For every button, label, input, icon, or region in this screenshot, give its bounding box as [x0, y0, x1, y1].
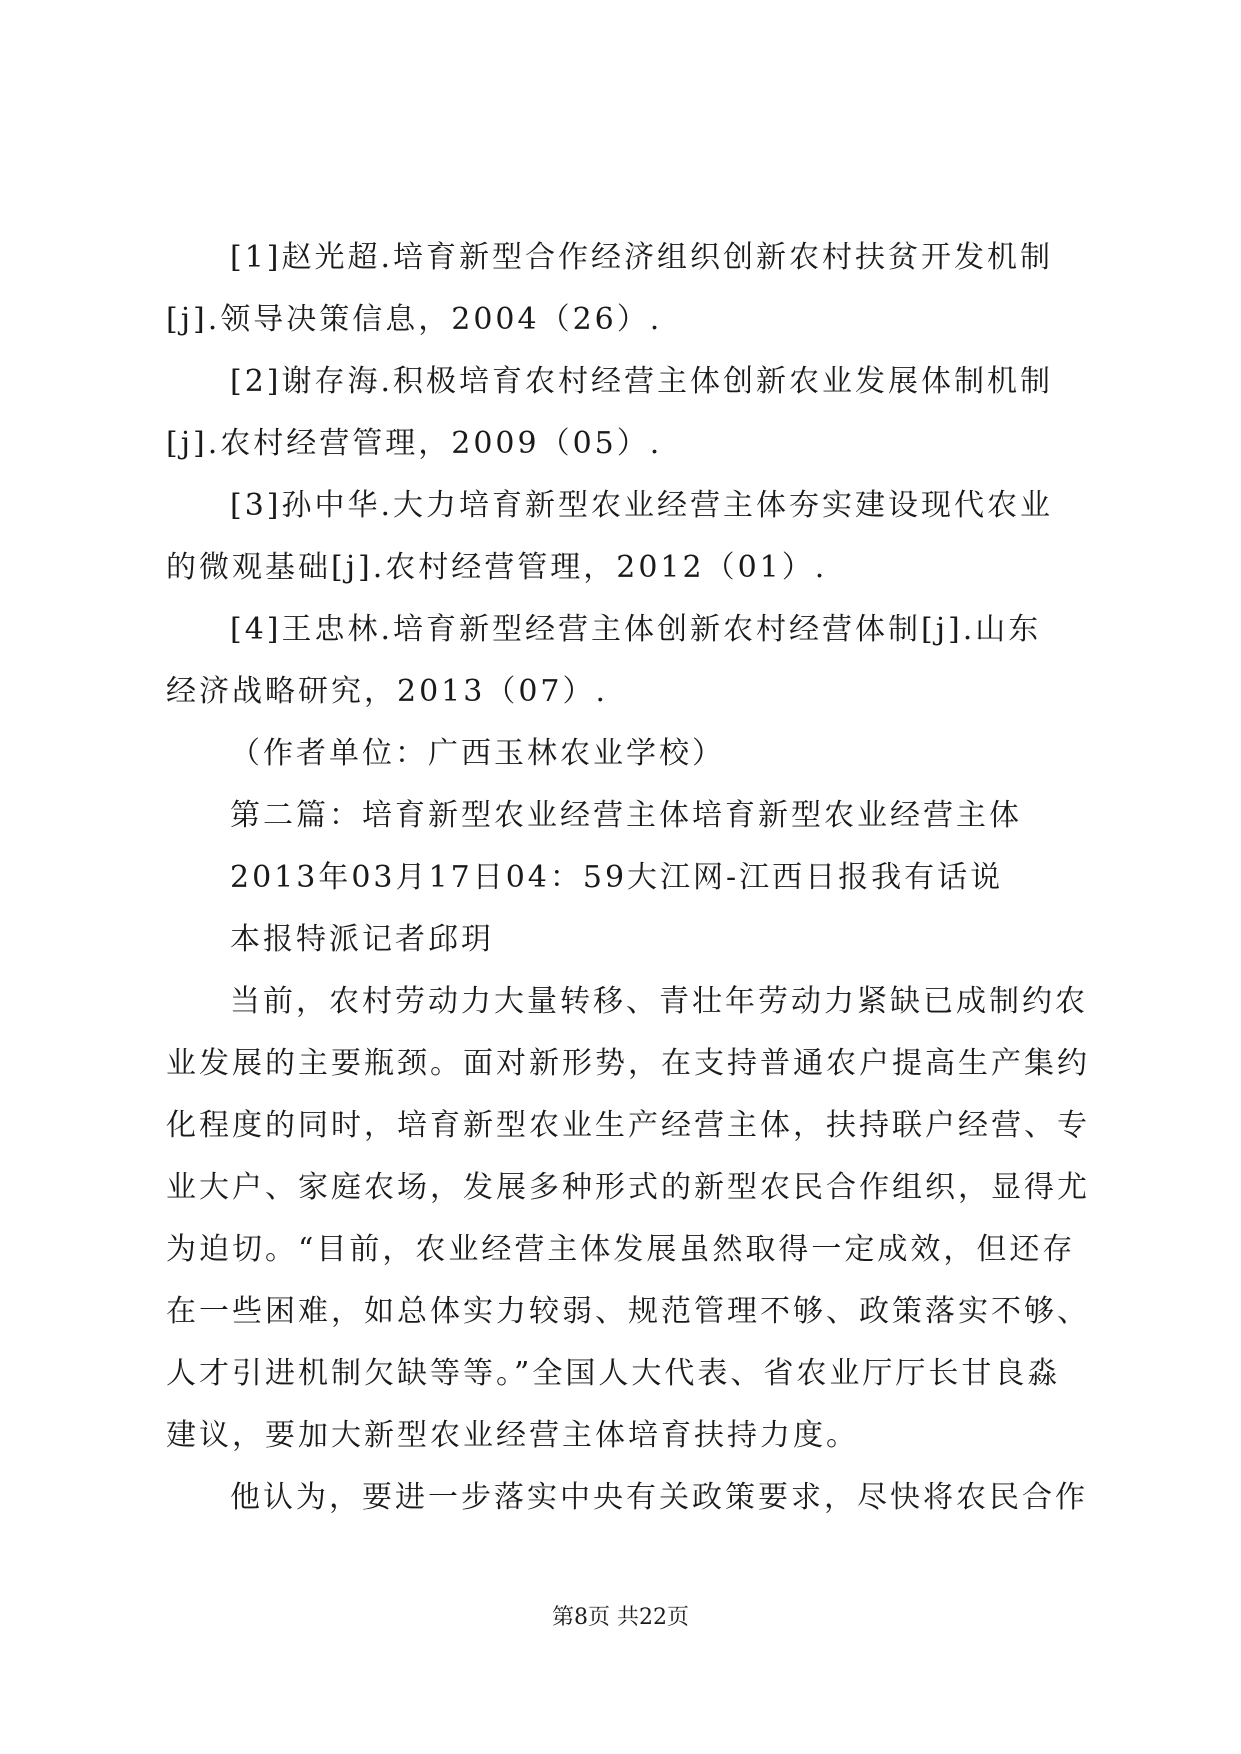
reference-3-line-2: 的微观基础[j].农村经营管理，2012（01）. [166, 550, 828, 585]
paragraph-1-line-2: 业发展的主要瓶颈。面对新形势，在支持普通农户提高生产集约 [166, 1046, 1090, 1081]
reference-3-line-1: [3]孙中华.大力培育新型农业经营主体夯实建设现代农业 [230, 488, 1054, 523]
page-content [166, 227, 1090, 1529]
paragraph-1-line-3: 化程度的同时，培育新型农业生产经营主体，扶持联户经营、专 [166, 1108, 1090, 1143]
second-article-dateline: 2013年03月17日04：59大江网-江西日报我有话说 [230, 860, 1004, 895]
paragraph-1-line-8: 建议，要加大新型农业经营主体培育扶持力度。 [166, 1418, 859, 1453]
paragraph-1-line-1: 当前，农村劳动力大量转移、青壮年劳动力紧缺已成制约农 [230, 984, 1088, 1019]
paragraph-1-line-5: 为迫切。“目前，农业经营主体发展虽然取得一定成效，但还存 [166, 1232, 1076, 1267]
reference-2-line-1: [2]谢存海.积极培育农村经营主体创新农业发展体制机制 [230, 364, 1054, 399]
second-article-byline: 本报特派记者邱玥 [230, 922, 494, 957]
reference-1-line-2: [j].领导决策信息，2004（26）. [166, 302, 663, 337]
reference-4-line-2: 经济战略研究，2013（07）. [166, 674, 609, 709]
author-unit: （作者单位：广西玉林农业学校） [230, 736, 725, 771]
paragraph-1-line-6: 在一些困难，如总体实力较弱、规范管理不够、政策落实不够、 [166, 1294, 1090, 1329]
reference-4-line-1: [4]王忠林.培育新型经营主体创新农村经营体制[j].山东 [230, 612, 1042, 647]
second-article-title: 第二篇：培育新型农业经营主体培育新型农业经营主体 [230, 798, 1022, 833]
page-footer [0, 1603, 1241, 1633]
paragraph-1-line-4: 业大户、家庭农场，发展多种形式的新型农民合作组织，显得尤 [166, 1170, 1090, 1205]
paragraph-2-line-1: 他认为，要进一步落实中央有关政策要求，尽快将农民合作 [230, 1480, 1088, 1515]
reference-1-line-1: [1]赵光超.培育新型合作经济组织创新农村扶贫开发机制 [230, 240, 1054, 275]
page-number-label: 第8页 共22页 [552, 1605, 689, 1630]
paragraph-1-line-7: 人才引进机制欠缺等等。”全国人大代表、省农业厅厅长甘良淼 [166, 1356, 1061, 1391]
reference-2-line-2: [j].农村经营管理，2009（05）. [166, 426, 663, 461]
